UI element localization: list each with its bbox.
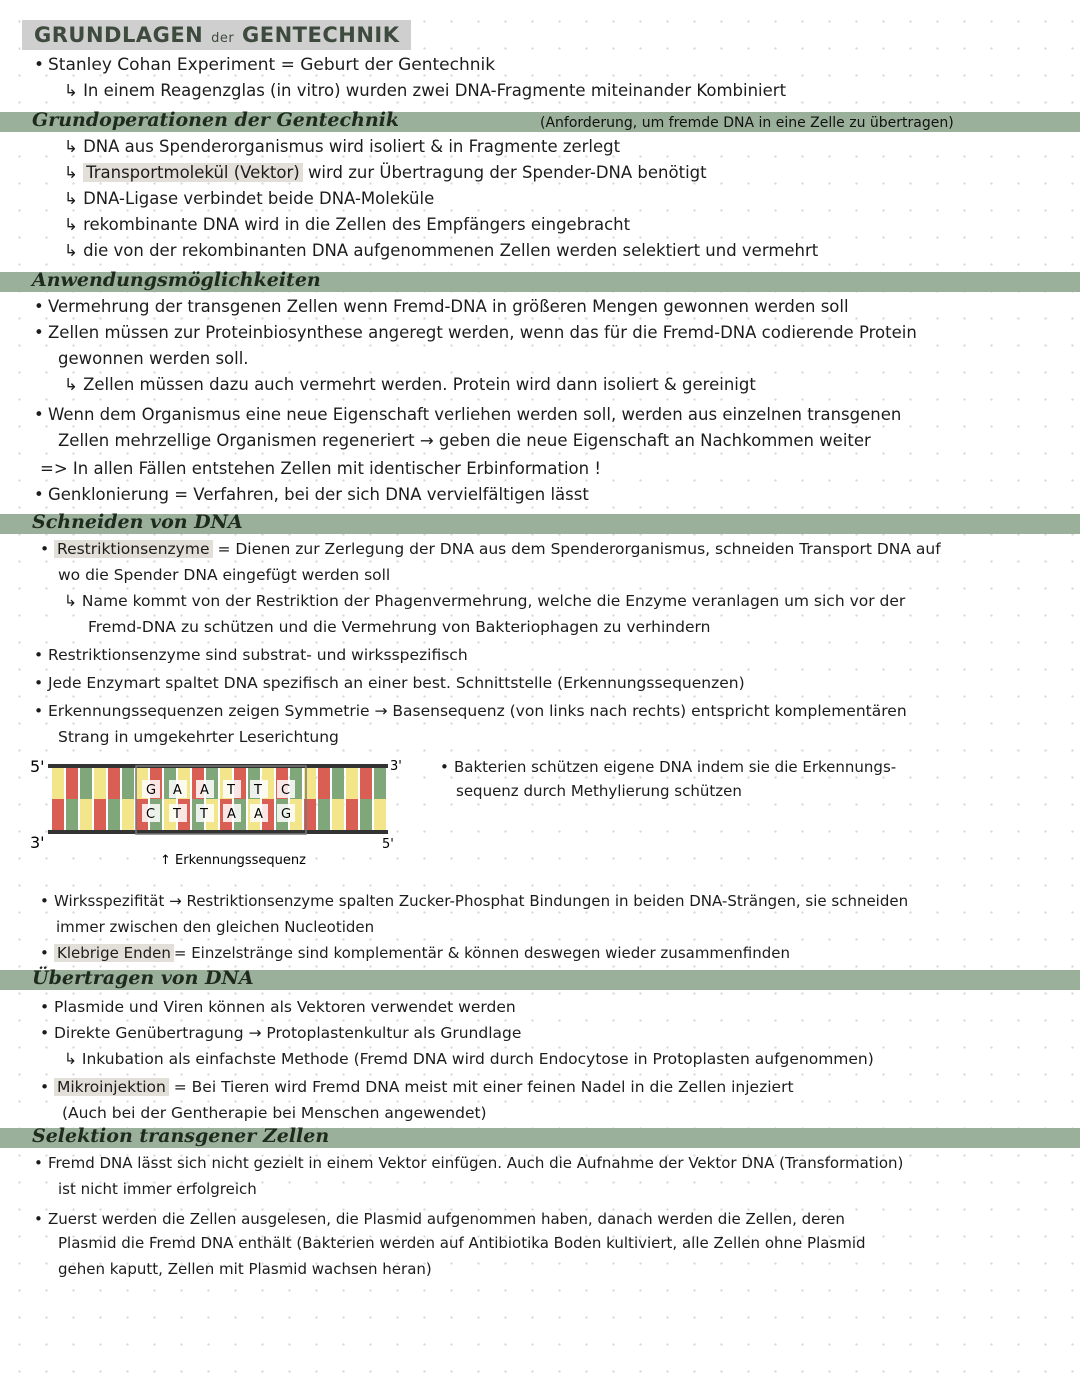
- anwendung-line-6: Zellen mehrzellige Organismen regeneriert → geben die neue Eigenschaft an Nachkommen weiter: [58, 431, 871, 450]
- selektion-line-1: • Fremd DNA lässt sich nicht gezielt in einem Vektor einfügen. Auch die Aufnahme der Vektor DNA (Transformation): [34, 1154, 904, 1172]
- bottom-base-letter: A: [254, 807, 263, 822]
- bottom-base-letter: T: [200, 807, 208, 822]
- section-heading: Schneiden von DNA: [32, 511, 243, 533]
- schneiden-after-1: • Wirksspezifität → Restriktionsenzyme spalten Zucker-Phosphat Bindungen in beiden DNA-Strängen, sie schneiden: [40, 892, 909, 910]
- section-band-anwendung: [0, 269, 1080, 292]
- schneiden-line-2: wo die Spender DNA eingefügt werden soll: [58, 566, 391, 584]
- base-bottom: [122, 799, 134, 830]
- label-3-right: 3': [390, 759, 402, 774]
- highlight-mikroinjektion: Mikroinjektion: [54, 1078, 169, 1096]
- uebertragen-line-4: • Mikroinjektion = Bei Tieren wird Fremd DNA meist mit einer feinen Nadel in die Zellen injeziert: [40, 1078, 794, 1096]
- label-5-right: 5': [382, 837, 394, 852]
- grundop-line-4: ↳ rekombinante DNA wird in die Zellen des Empfängers eingebracht: [64, 215, 631, 234]
- base-top: [122, 768, 134, 799]
- section-band-selektion: [0, 1125, 1080, 1148]
- anwendung-line-2: • Zellen müssen zur Proteinbiosynthese angeregt werden, wenn das für die Fremd-DNA codierende Protein: [34, 323, 917, 342]
- title-word-1: GRUNDLAGEN: [34, 23, 204, 47]
- top-base-letter: T: [254, 783, 262, 798]
- top-base-letter: C: [281, 783, 291, 798]
- base-top: [94, 768, 106, 799]
- selektion-line-2: ist nicht immer erfolgreich: [58, 1180, 257, 1198]
- base-bottom: [80, 799, 92, 830]
- uebertragen-line-3: ↳ Inkubation als einfachste Methode (Fremd DNA wird durch Endocytose in Protoplasten aufgenommen): [64, 1050, 874, 1068]
- schneiden-line-4: Fremd-DNA zu schützen und die Vermehrung von Bakteriophagen zu verhindern: [88, 618, 711, 636]
- page-title: [22, 20, 411, 50]
- anwendung-line-1: • Vermehrung der transgenen Zellen wenn Fremd-DNA in größeren Mengen gewonnen werden soll: [34, 297, 849, 316]
- top-base-letter: A: [200, 783, 209, 798]
- selektion-line-3: • Zuerst werden die Zellen ausgelesen, die Plasmid aufgenommen haben, danach werden die Zellen, deren: [34, 1210, 845, 1228]
- base-bottom: [108, 799, 120, 830]
- section-band-uebertragen: [0, 967, 1080, 990]
- base-bottom: [52, 799, 64, 830]
- top-base-letter: A: [173, 783, 182, 798]
- base-top: [332, 768, 344, 799]
- schneiden-after-2: immer zwischen den gleichen Nucleotiden: [56, 918, 375, 936]
- bottom-base-letter: T: [173, 807, 181, 822]
- label-3-left: 3': [30, 833, 45, 852]
- dna-svg: [28, 756, 428, 876]
- anwendung-line-7: => In allen Fällen entstehen Zellen mit identischer Erbinformation !: [40, 459, 601, 478]
- section-heading: Grundoperationen der Gentechnik: [32, 109, 400, 131]
- highlight-restriktionsenzyme: Restriktionsenzyme: [54, 540, 213, 558]
- base-top: [346, 768, 358, 799]
- schneiden-line-8: Strang in umgekehrter Leserichtung: [58, 728, 339, 746]
- base-bottom: [374, 799, 386, 830]
- base-bottom: [346, 799, 358, 830]
- section-note: (Anforderung, um fremde DNA in eine Zelle zu übertragen): [540, 115, 954, 131]
- base-top: [66, 768, 78, 799]
- anwendung-line-4: ↳ Zellen müssen dazu auch vermehrt werden. Protein wird dann isoliert & gereinigt: [64, 375, 756, 394]
- grundop-line-2: ↳ Transportmolekül (Vektor) wird zur Übertragung der Spender-DNA benötigt: [64, 163, 707, 182]
- base-pairs: [52, 768, 386, 830]
- bottom-base-letter: G: [281, 807, 292, 822]
- side-note-1: • Bakterien schützen eigene DNA indem sie die Erkennungs-: [440, 758, 897, 776]
- grundop-line-1: ↳ DNA aus Spenderorganismus wird isoliert & in Fragmente zerlegt: [64, 137, 621, 156]
- selektion-line-5: gehen kaputt, Zellen mit Plasmid wachsen heran): [58, 1260, 432, 1278]
- highlight-klebrige-enden: Klebrige Enden: [54, 944, 174, 962]
- schneiden-line-6: • Jede Enzymart spaltet DNA spezifisch an einer best. Schnittstelle (Erkennungssequenzen): [34, 674, 745, 692]
- base-top: [80, 768, 92, 799]
- base-bottom: [318, 799, 330, 830]
- schneiden-line-7: • Erkennungssequenzen zeigen Symmetrie → Basensequenz (von links nach rechts) entspricht komplementären: [34, 702, 907, 720]
- title-word-2: GENTECHNIK: [242, 23, 400, 47]
- label-5-left: 5': [30, 757, 45, 776]
- bottom-base-letter: A: [227, 807, 236, 822]
- section-band-schneiden: [0, 511, 1080, 534]
- title-der: der: [211, 31, 235, 46]
- side-note-2: sequenz durch Methylierung schützen: [456, 782, 742, 800]
- highlight-vektor: Transportmolekül (Vektor): [83, 163, 303, 182]
- section-heading: Anwendungsmöglichkeiten: [32, 269, 321, 291]
- section-heading: Übertragen von DNA: [32, 967, 254, 989]
- dna-diagram: [28, 756, 428, 876]
- base-top: [374, 768, 386, 799]
- anwendung-line-5: • Wenn dem Organismus eine neue Eigenschaft verliehen werden soll, werden aus einzelnen transgenen: [34, 405, 902, 424]
- grundop-line-5: ↳ die von der rekombinanten DNA aufgenommenen Zellen werden selektiert und vermehrt: [64, 241, 819, 260]
- schneiden-after-3: • Klebrige Enden = Einzelstränge sind komplementär & können deswegen wieder zusammenfinden: [40, 944, 790, 962]
- intro-line-2: ↳ In einem Reagenzglas (in vitro) wurden zwei DNA-Fragmente miteinander Kombiniert: [64, 81, 787, 100]
- base-top: [360, 768, 372, 799]
- selektion-line-4: Plasmid die Fremd DNA enthält (Bakterien werden auf Antibiotika Boden kultiviert, alle Zellen ohne Plasmid: [58, 1234, 866, 1252]
- uebertragen-line-5: (Auch bei der Gentherapie bei Menschen angewendet): [62, 1104, 487, 1122]
- uebertragen-line-1: • Plasmide und Viren können als Vektoren verwendet werden: [40, 998, 516, 1016]
- top-base-letter: G: [146, 783, 157, 798]
- diagram-caption: ↑ Erkennungssequenz: [160, 853, 306, 868]
- intro-line-1: • Stanley Cohan Experiment = Geburt der Gentechnik: [34, 55, 496, 75]
- base-bottom: [332, 799, 344, 830]
- base-bottom: [94, 799, 106, 830]
- base-top: [318, 768, 330, 799]
- top-base-letter: T: [227, 783, 235, 798]
- grundop-line-3: ↳ DNA-Ligase verbindet beide DNA-Moleküle: [64, 189, 435, 208]
- bottom-base-letter: C: [146, 807, 156, 822]
- uebertragen-line-2: • Direkte Genübertragung → Protoplastenkultur als Grundlage: [40, 1024, 522, 1042]
- schneiden-line-1: • Restriktionsenzyme = Dienen zur Zerlegung der DNA aus dem Spenderorganismus, schneiden Transport DNA auf: [40, 540, 941, 558]
- anwendung-line-3: gewonnen werden soll.: [58, 349, 249, 368]
- anwendung-line-8: • Genklonierung = Verfahren, bei der sich DNA vervielfältigen lässt: [34, 485, 589, 504]
- schneiden-line-5: • Restriktionsenzyme sind substrat- und wirksspezifisch: [34, 646, 468, 664]
- base-top: [108, 768, 120, 799]
- section-band-grundoperationen: [0, 109, 1080, 132]
- base-bottom: [360, 799, 372, 830]
- section-heading: Selektion transgener Zellen: [32, 1125, 330, 1147]
- schneiden-line-3: ↳ Name kommt von der Restriktion der Phagenvermehrung, welche die Enzyme veranlagen um sich vor der: [64, 592, 906, 610]
- base-top: [52, 768, 64, 799]
- base-bottom: [66, 799, 78, 830]
